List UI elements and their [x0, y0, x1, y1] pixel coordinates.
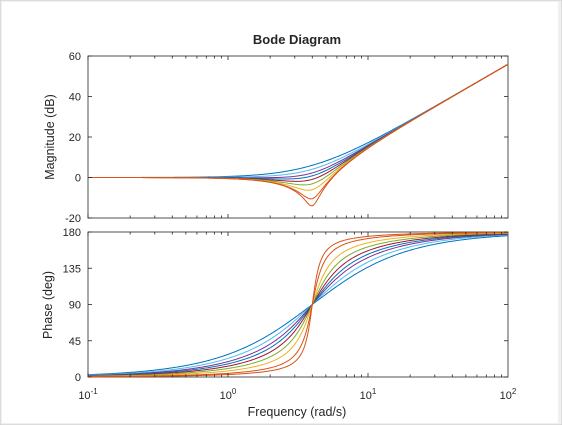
- phase-ylabel: Phase (deg): [41, 270, 55, 340]
- phase-axes: [41, 227, 508, 384]
- y-tick-label: 135: [62, 263, 81, 276]
- x-tick-label: $10^1$: [359, 387, 377, 402]
- y-tick-label: 180: [62, 227, 81, 239]
- x-axis-label: Frequency (rad/s): [247, 405, 347, 419]
- phase-axes-box: [88, 232, 508, 377]
- x-tick-label: $10^0$: [219, 387, 237, 402]
- x-tick-label: $10^2$: [499, 387, 517, 402]
- y-tick-label: 40: [68, 91, 81, 104]
- y-tick-label: 90: [68, 299, 81, 312]
- y-tick-label: -20: [65, 213, 81, 225]
- y-tick-label: 45: [68, 335, 81, 348]
- magnitude-axes: [43, 51, 508, 225]
- y-tick-label: 60: [68, 51, 81, 63]
- chart-title: Bode Diagram: [252, 32, 342, 47]
- y-tick-label: 0: [74, 172, 81, 185]
- y-tick-label: 20: [68, 132, 81, 144]
- y-tick-label: 0: [74, 372, 81, 384]
- magnitude-ylabel: Magnitude (dB): [43, 94, 57, 180]
- x-tick-label: $10^{-1}$: [78, 387, 98, 402]
